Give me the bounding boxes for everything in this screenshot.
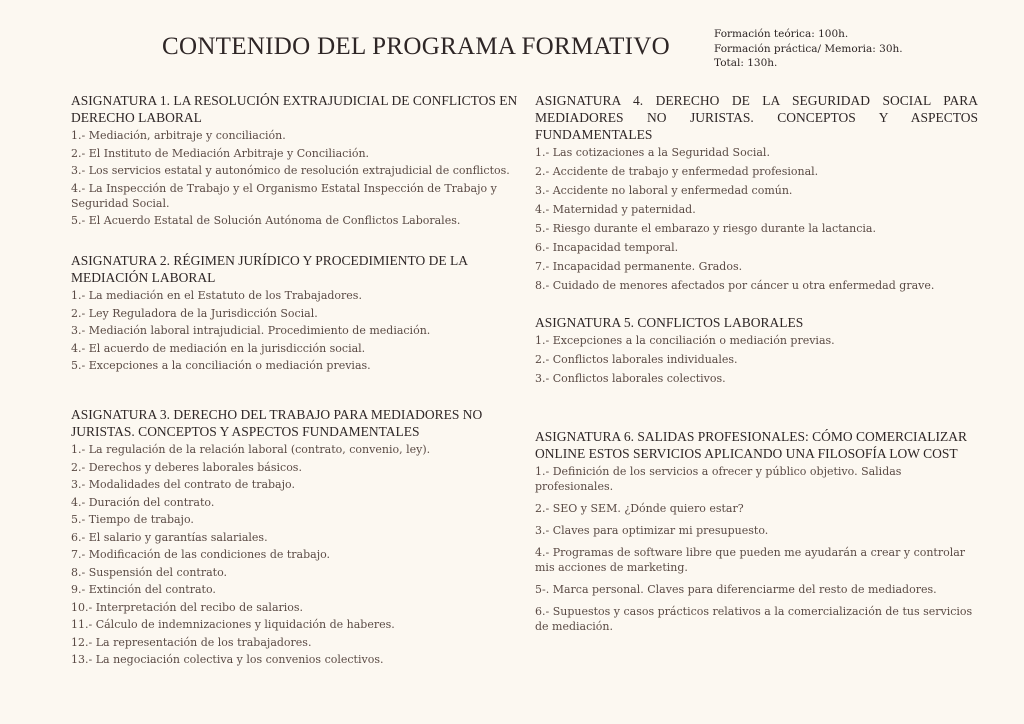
list-item: 6.- Supuestos y casos prácticos relativos a la comercialización de tus servicios de mediación.: [535, 605, 973, 633]
list-item: 4.- Maternidad y paternidad.: [535, 203, 696, 216]
subject-title: ASIGNATURA 1. LA RESOLUCIÓN EXTRAJUDICIAL DE CONFLICTOS EN DERECHO LABORAL: [71, 93, 518, 125]
list-item: 4.- El acuerdo de mediación en la jurisdicción social.: [71, 341, 366, 355]
list-item: 2.- Ley Reguladora de la Jurisdicción Social.: [71, 306, 318, 320]
list-item: 8.- Suspensión del contrato.: [71, 565, 227, 579]
list-item: 2.- El Instituto de Mediación Arbitraje y Conciliación.: [71, 146, 370, 160]
subject-title: ASIGNATURA 5. CONFLICTOS LABORALES: [535, 315, 804, 330]
list-item: 3.- Mediación laboral intrajudicial. Procedimiento de mediación.: [71, 324, 431, 337]
list-item: 7.- Incapacidad permanente. Grados.: [535, 260, 743, 273]
list-item: 1.- La regulación de la relación laboral (contrato, convenio, ley).: [71, 443, 431, 456]
list-item: 6.- Incapacidad temporal.: [535, 241, 679, 254]
list-item: 1.- La mediación en el Estatuto de los Trabajadores.: [71, 289, 362, 302]
list-item: 9.- Extinción del contrato.: [71, 583, 216, 596]
list-item: 2.- Derechos y deberes laborales básicos.: [71, 460, 302, 474]
topic-list: [535, 145, 978, 293]
subject-6: [535, 428, 978, 641]
list-item: 2.- Conflictos laborales individuales.: [535, 353, 738, 366]
list-item: 2.- Accidente de trabajo y enfermedad profesional.: [535, 165, 819, 178]
list-item: 1.- Mediación, arbitraje y conciliación.: [71, 129, 286, 142]
list-item: 4.- Duración del contrato.: [71, 495, 215, 509]
list-item: 3.- Claves para optimizar mi presupuesto.: [535, 524, 769, 537]
list-item: 3.- Accidente no laboral y enfermedad común.: [535, 184, 793, 197]
list-item: 1.- Las cotizaciones a la Seguridad Social.: [535, 146, 770, 159]
list-item: 8.- Cuidado de menores afectados por cáncer u otra enfermedad grave.: [535, 279, 935, 292]
list-item: 5.- Excepciones a la conciliación o mediación previas.: [71, 359, 371, 372]
list-item: 5.- El Acuerdo Estatal de Solución Autónoma de Conflictos Laborales.: [71, 214, 461, 227]
list-item: 3.- Modalidades del contrato de trabajo.: [71, 478, 295, 491]
subject-2: [71, 252, 521, 376]
topic-list: [535, 333, 978, 386]
list-item: 2.- SEO y SEM. ¿Dónde quiero estar?: [535, 502, 744, 515]
list-item: 3.- Conflictos laborales colectivos.: [535, 372, 726, 385]
topic-list: [71, 128, 521, 228]
list-item: 13.- La negociación colectiva y los convenios colectivos.: [71, 653, 384, 666]
page-title: CONTENIDO DEL PROGRAMA FORMATIVO: [162, 33, 671, 60]
topic-list: [535, 464, 978, 634]
subject-title: ASIGNATURA 4. DERECHO DE LA SEGURIDAD SOCIAL PARA MEDIADORES NO JURISTAS. CONCEPTOS Y ASPECTOS FUNDAMENTALES: [535, 93, 978, 142]
list-item: 1.- Definición de los servicios a ofrecer y público objetivo. Salidas profesionales.: [535, 465, 902, 493]
topic-list: [71, 442, 521, 667]
list-item: 4.- La Inspección de Trabajo y el Organismo Estatal Inspección de Trabajo y Seguridad Social.: [71, 181, 497, 210]
list-item: 5-. Marca personal. Claves para diferenciarme del resto de mediadores.: [535, 583, 937, 596]
list-item: 10.- Interpretación del recibo de salarios.: [71, 600, 304, 614]
hours-theory: Formación teórica: 100h.: [714, 28, 849, 40]
hours-practice: Formación práctica/ Memoria: 30h.: [714, 42, 903, 55]
subject-title: ASIGNATURA 2. RÉGIMEN JURÍDICO Y PROCEDIMIENTO DE LA MEDIACIÓN LABORAL: [71, 253, 468, 285]
list-item: 12.- La representación de los trabajadores.: [71, 635, 312, 649]
list-item: 5.- Riesgo durante el embarazo y riesgo durante la lactancia.: [535, 222, 876, 235]
subject-title: ASIGNATURA 6. SALIDAS PROFESIONALES: CÓMO COMERCIALIZAR ONLINE ESTOS SERVICIOS APLICANDO UNA FILOSOFÍA LOW COST: [535, 429, 968, 461]
list-item: 11.- Cálculo de indemnizaciones y liquidación de haberes.: [71, 618, 395, 631]
subject-1: [71, 92, 521, 231]
list-item: 1.- Excepciones a la conciliación o mediación previas.: [535, 334, 835, 347]
hours-total: Total: 130h.: [714, 57, 778, 69]
subject-5: [535, 314, 978, 390]
list-item: 7.- Modificación de las condiciones de trabajo.: [71, 548, 331, 561]
topic-list: [71, 288, 521, 373]
subject-4: [535, 92, 978, 297]
list-item: 5.- Tiempo de trabajo.: [71, 513, 194, 526]
hours-summary: [714, 27, 903, 71]
subject-3: [71, 406, 521, 670]
subject-title: ASIGNATURA 3. DERECHO DEL TRABAJO PARA MEDIADORES NO JURISTAS. CONCEPTOS Y ASPECTOS FUNDAMENTALES: [71, 407, 483, 439]
list-item: 4.- Programas de software libre que pueden me ayudarán a crear y controlar mis acciones de marketing.: [535, 546, 966, 574]
list-item: 3.- Los servicios estatal y autonómico de resolución extrajudicial de conflictos.: [71, 164, 510, 177]
list-item: 6.- El salario y garantías salariales.: [71, 530, 268, 544]
